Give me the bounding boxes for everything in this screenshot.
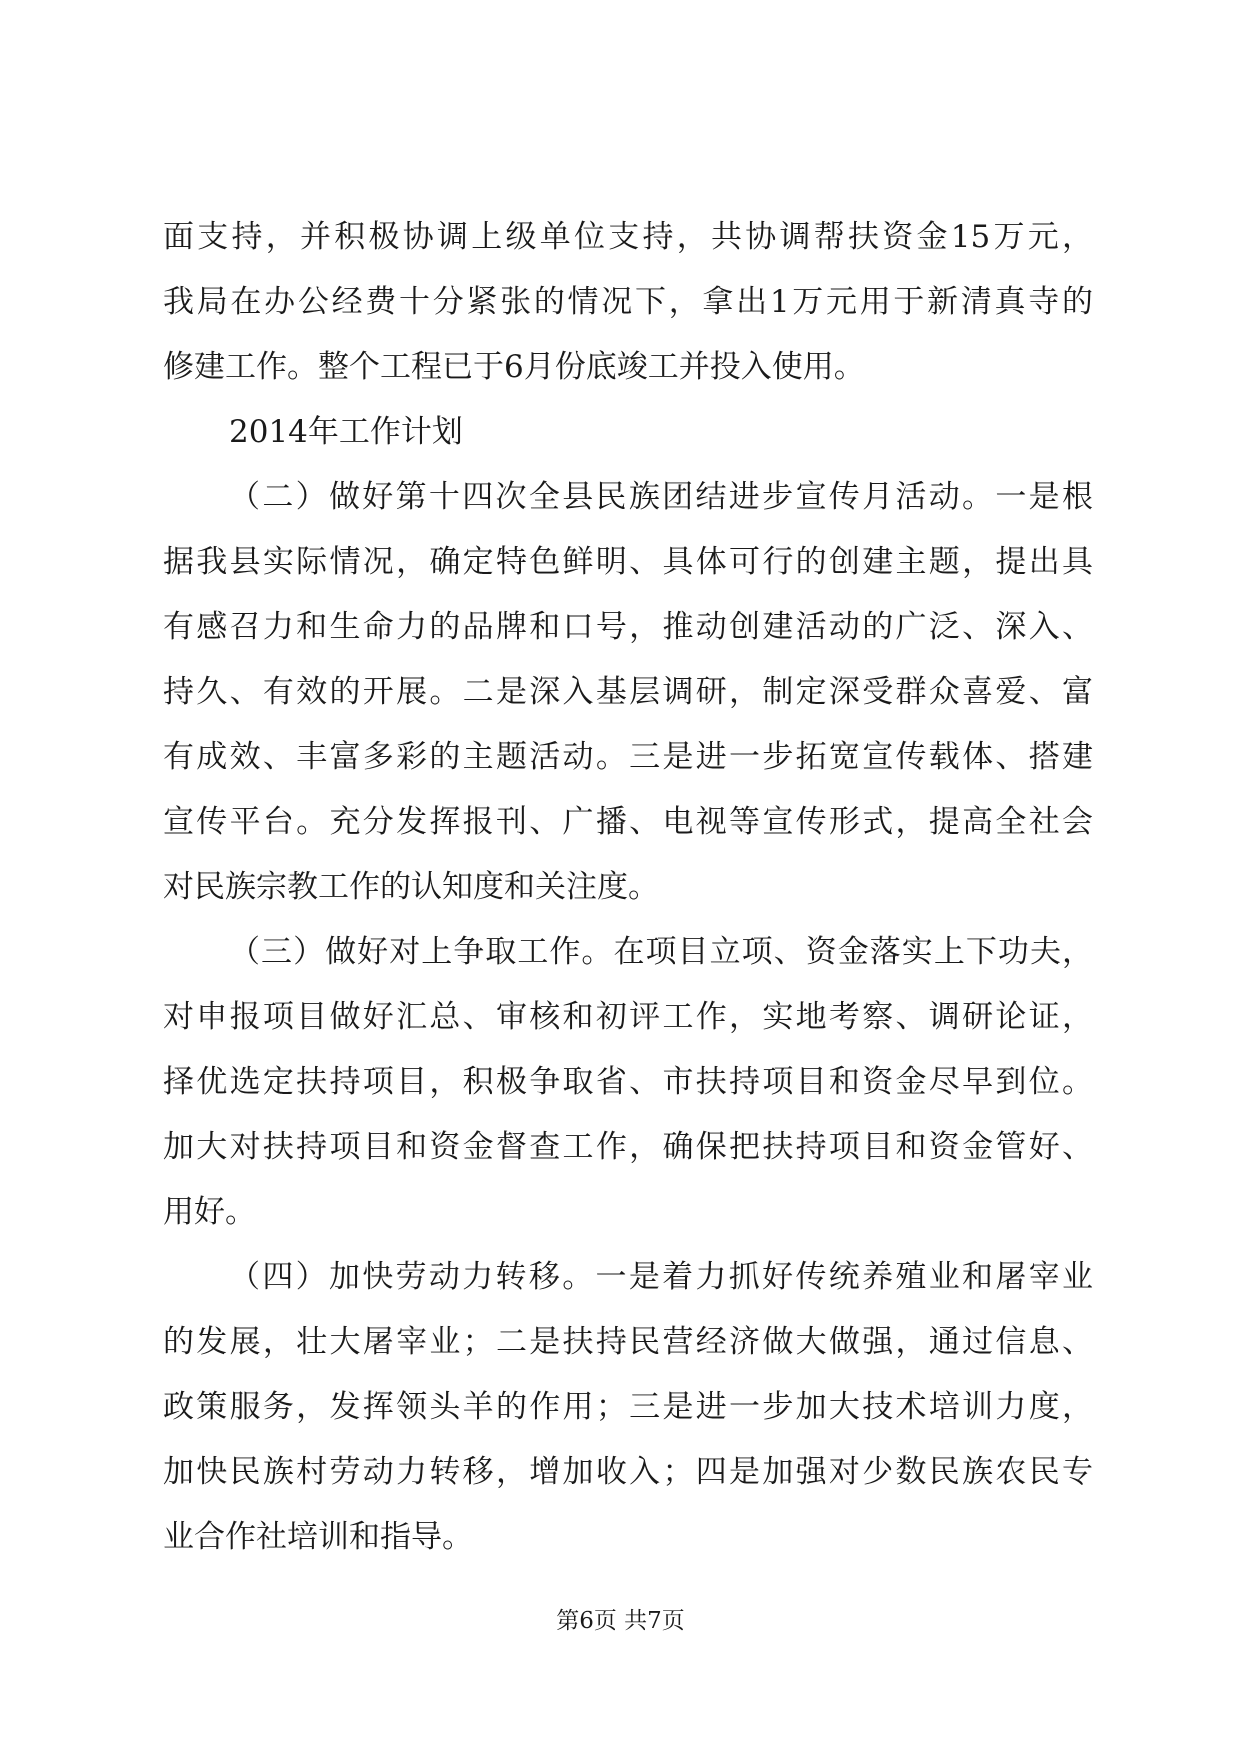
text-line: 加大对扶持项目和资金督查工作，确保把扶持项目和资金管好、	[163, 1129, 1093, 1165]
text-line: 有感召力和生命力的品牌和口号，推动创建活动的广泛、深入、	[163, 609, 1093, 645]
text-line: 用好。	[163, 1194, 256, 1230]
text-line: 对申报项目做好汇总、审核和初评工作，实地考察、调研论证，	[163, 999, 1093, 1035]
text-line: 宣传平台。充分发挥报刊、广播、电视等宣传形式，提高全社会	[163, 804, 1093, 840]
text-line: （二）做好第十四次全县民族团结进步宣传月活动。一是根	[229, 479, 1093, 515]
page-footer: 第6页 共7页	[556, 1608, 685, 1634]
text-line: 政策服务，发挥领头羊的作用；三是进一步加大技术培训力度，	[163, 1389, 1093, 1425]
text-line: 对民族宗教工作的认知度和关注度。	[163, 869, 659, 905]
text-line: 2014年工作计划	[229, 414, 463, 450]
text-line: 加快民族村劳动力转移，增加收入；四是加强对少数民族农民专	[163, 1454, 1093, 1490]
text-line: 择优选定扶持项目，积极争取省、市扶持项目和资金尽早到位。	[163, 1064, 1093, 1100]
text-line: 修建工作。整个工程已于6月份底竣工并投入使用。	[163, 349, 865, 385]
text-line: 的发展，壮大屠宰业；二是扶持民营经济做大做强，通过信息、	[163, 1324, 1093, 1360]
text-line: （四）加快劳动力转移。一是着力抓好传统养殖业和屠宰业	[229, 1259, 1093, 1295]
document-body	[163, 205, 1093, 1570]
text-line: 业合作社培训和指导。	[163, 1519, 473, 1555]
text-line: 据我县实际情况，确定特色鲜明、具体可行的创建主题，提出具	[163, 544, 1093, 580]
text-line: 我局在办公经费十分紧张的情况下，拿出1万元用于新清真寺的	[163, 284, 1093, 320]
text-line: （三）做好对上争取工作。在项目立项、资金落实上下功夫，	[229, 934, 1093, 970]
text-line: 面支持，并积极协调上级单位支持，共协调帮扶资金15万元，	[163, 219, 1093, 255]
text-line: 持久、有效的开展。二是深入基层调研，制定深受群众喜爱、富	[163, 674, 1093, 710]
text-line: 有成效、丰富多彩的主题活动。三是进一步拓宽宣传载体、搭建	[163, 739, 1093, 775]
